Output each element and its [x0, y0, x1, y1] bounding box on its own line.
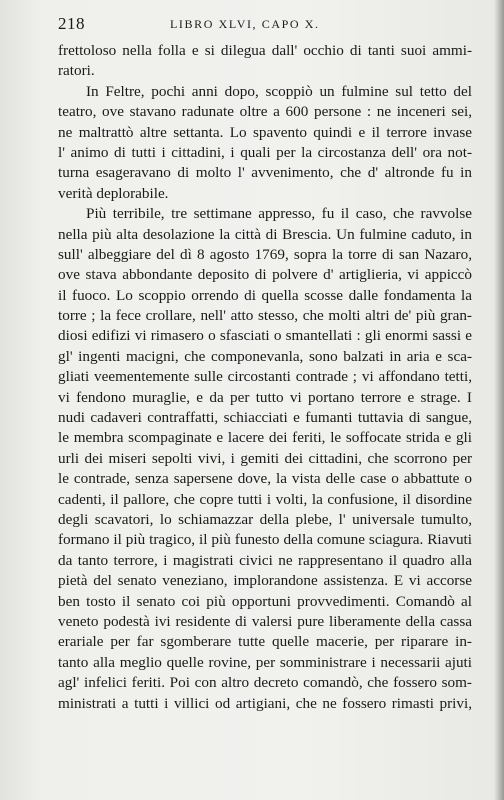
- text-line: ministrati a tutti i villici od artigiani, che ne fossero rimasti privi,: [58, 694, 472, 712]
- running-title: LIBRO XLVI, CAPO X.: [170, 17, 320, 31]
- page-number: 218: [58, 14, 85, 33]
- text-line: formano il più tragico, il più funesto della comune sciagura. Riavuti: [58, 531, 472, 549]
- text-line: turna esageravano di molto l' avvenimento, che d' altronde fu in: [58, 164, 472, 182]
- text-line: le membra scompaginate e lacere dei feriti, le soffocate strida e gli: [58, 429, 472, 447]
- body-text: [58, 41, 472, 714]
- text-line: gliati veementemente sulle circostanti contrade ; vi affondano tetti,: [58, 368, 472, 386]
- text-line: nudi cadaveri contraffatti, schiacciati e fumanti tuttavia di sangue,: [58, 409, 472, 427]
- text-line: il fuoco. Lo scoppio orrendo di quella scosse dalle fondamenta la: [58, 286, 472, 304]
- text-line: ratori.: [58, 62, 95, 80]
- text-line: sull' albeggiare del dì 8 agosto 1769, sopra la torre di san Nazaro,: [58, 245, 472, 263]
- text-line: ove stava abbondante deposito di polvere d' artiglieria, vi appiccò: [58, 266, 472, 284]
- page-header: [58, 14, 466, 36]
- text-line: veneto podestà ivi residente di valersi pure liberamente della cassa: [58, 612, 472, 630]
- text-line: Più terribile, tre settimane appresso, fu il caso, che ravvolse: [86, 205, 472, 223]
- text-line: gl' ingenti macigni, che componevanla, sono balzati in aria e sca-: [58, 347, 472, 365]
- text-line: pietà del senato veneziano, implorandone assistenza. E vi accorse: [58, 572, 472, 590]
- text-line: ne maltrattò altre settanta. Lo spavento quindi e il terrore invase: [58, 123, 472, 141]
- text-line: da tanto terrore, i magistrati civici ne rappresentano il quadro alla: [58, 551, 472, 569]
- text-line: In Feltre, pochi anni dopo, scoppiò un fulmine sul tetto del: [86, 82, 472, 100]
- text-line: diosi edifizi vi rimasero o sfasciati o smantellati : gli enormi sassi e: [58, 327, 472, 345]
- text-line: agl' infelici feriti. Poi con altro decreto comandò, che fossero som-: [58, 674, 472, 692]
- text-line: l' animo di tutti i cittadini, i quali per la circostanza dell' ora not-: [58, 143, 472, 161]
- text-line: teatro, ove stavano radunate oltre a 600 persone : ne inceneri sei,: [58, 103, 472, 121]
- text-line: verità deplorabile.: [58, 184, 169, 202]
- text-line: urli dei miseri sepolti vivi, i gemiti dei cittadini, che scorrono per: [58, 449, 472, 467]
- text-line: cadenti, il pallore, che copre tutti i volti, la confusione, il disordine: [58, 490, 472, 508]
- text-line: tanto alla meglio quelle rovine, per somministrare i necessarii ajuti: [58, 653, 472, 671]
- text-line: nella più alta desolazione la città di Brescia. Un fulmine caduto, in: [58, 225, 472, 243]
- text-line: le contrade, senza sapersene dove, la vista delle case o abbattute o: [58, 470, 472, 488]
- page-spine-shadow: [494, 0, 504, 800]
- text-line: ben tosto il senato coi più opportuni provvedimenti. Comandò al: [58, 592, 472, 610]
- text-line: frettoloso nella folla e si dilegua dall' occhio di tanti suoi ammi-: [58, 42, 472, 59]
- text-line: erariale per far sgomberare tutte quelle macerie, per riparare in-: [58, 633, 472, 651]
- text-line: torre ; la fece crollare, nell' atto stesso, che molti altri de' più gran-: [58, 307, 472, 325]
- text-line: degli scavatori, lo schiamazzar della plebe, l' universale tumulto,: [58, 510, 472, 528]
- text-line: vi fendono muraglie, e da per tutto vi portano terrore e strage. I: [58, 388, 472, 406]
